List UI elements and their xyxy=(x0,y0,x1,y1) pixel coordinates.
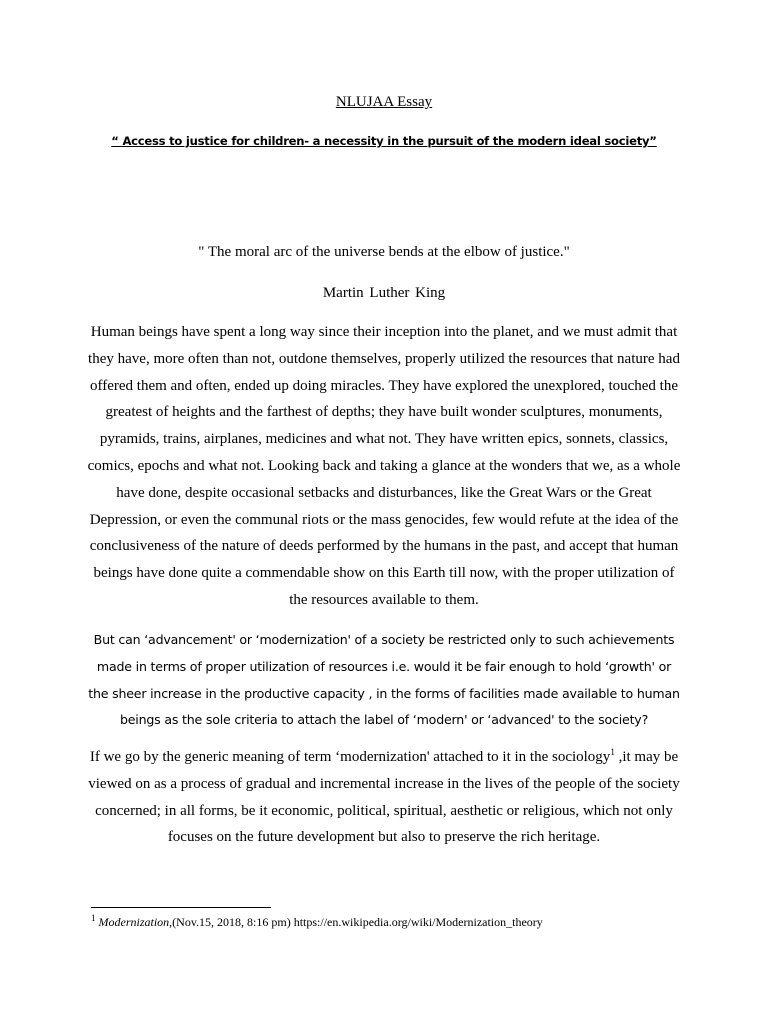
footnote-divider xyxy=(91,907,271,908)
paragraph-3-text-end: ,it may be viewed on as a process of gradual and incremental increase in the lives of the people of the society concerned; in all forms, be it economic, political, spiritual, aesthetic or religious, which not only focuses on the future development but also to preserve the rich heritage. xyxy=(88,749,680,846)
footnote-source-title: Modernization xyxy=(98,915,170,929)
footnote-reference[interactable]: 1 xyxy=(610,747,615,757)
body-paragraph-1: Human beings have spent a long way since their inception into the planet, and we must admit that they have, more often than not, outdone themselves, properly utilized the resources that nature had offered them and often, ended up doing miracles. They have explored the unexplored, touched the greatest of heights and the farthest of depths; they have built wonder sculptures, monuments, pyramids, trains, airplanes, medicines and what not. They have written epics, sonnets, classics, comics, epochs and what not. Looking back and taking a glance at the wonders that we, as a whole have done, despite occasional setbacks and disturbances, like the Great Wars or the Great Depression, or even the communal riots or the mass genocides, few would refute at the idea of the conclusiveness of the nature of deeds performed by the humans in the past, and accept that human beings have done quite a commendable show on this Earth till now, with the proper utilization of the resources available to them. xyxy=(87,324,681,608)
footnote xyxy=(91,915,731,930)
body-paragraph-3 xyxy=(86,744,682,851)
footnote-number: 1 xyxy=(91,913,96,923)
header-label: NLUJAA Essay xyxy=(335,94,433,110)
paragraph-3-text-start: If we go by the generic meaning of term ‘modernization' attached to it in the sociology xyxy=(89,749,611,765)
footnote-details: ,(Nov.15, 2018, 8:16 pm) https://en.wikipedia.org/wiki/Modernization_theory xyxy=(169,915,543,929)
epigraph-quote: " The moral arc of the universe bends at the elbow of justice." xyxy=(198,244,570,260)
essay-title: “ Access to justice for children- a necessity in the pursuit of the modern ideal society” xyxy=(111,134,657,148)
body-paragraph-2: But can ‘advancement' or ‘modernization' of a society be restricted only to such achievements made in terms of proper utilization of resources i.e. would it be fair enough to hold ‘growth' or the sheer increase in the productive capacity , in the forms of facilities made available to human beings as the sole criteria to attach the label of ‘modern' or ‘advanced' to the society? xyxy=(88,632,680,728)
epigraph-author: Martin Luther King xyxy=(322,285,446,301)
